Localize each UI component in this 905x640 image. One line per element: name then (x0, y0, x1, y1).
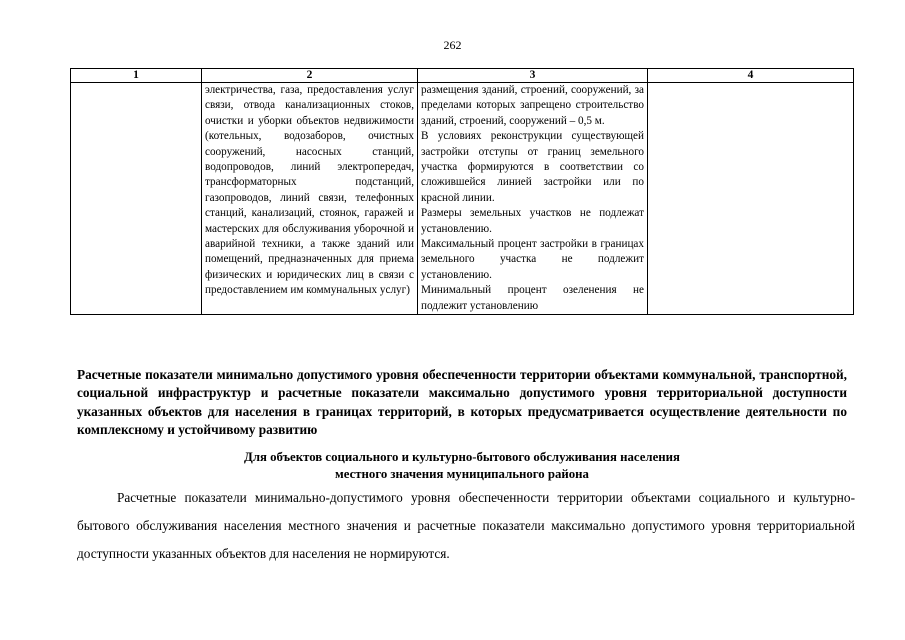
subsection-heading-line: Для объектов социального и культурно-бытового обслуживания населения (244, 450, 680, 464)
page-number: 262 (443, 38, 462, 52)
cell-paragraph: В условиях реконструкции существующей застройки отступы от границ земельного участка формируются в соответствии со сложившейся линией застройки или по красной линии. (421, 130, 644, 204)
table-header-cell: 2 (202, 69, 418, 83)
table-header-cell: 4 (648, 69, 854, 83)
table-header-cell: 3 (418, 69, 648, 83)
table-header-row (71, 69, 854, 83)
cell-paragraph: Минимальный процент озеленения не подлежит установлению (421, 284, 644, 312)
table-cell-col3 (418, 83, 648, 315)
cell-paragraph: размещения зданий, строений, сооружений, за пределами которых запрещено строительство зданий, строений, сооружений – 0,5 м. (421, 84, 644, 127)
table-header-cell: 1 (71, 69, 202, 83)
table-cell-col2: электричества, газа, предоставления услуг связи, отвода канализационных стоков, очистки и уборки объектов недвижимости (котельных, водозаборов, очистных сооружений, насосных станций, водопроводов, линий электропередач, трансформаторных подстанций, газопроводов, линий связи, телефонных станций, канализаций, стоянок, гаражей и мастерских для обслуживания уборочной и аварийной техники, а также зданий или помещений, предназначенных для приема физических и юридических лиц в связи с предоставлением им коммунальных услуг) (202, 83, 418, 315)
table-cell-col4 (648, 83, 854, 315)
subsection-heading (77, 449, 847, 483)
regulations-table (70, 68, 854, 315)
cell-paragraph: Максимальный процент застройки в границах земельного участка не подлежит установлению. (421, 238, 644, 281)
table-cell-col1 (71, 83, 202, 315)
body-paragraph: Расчетные показатели минимально-допустимого уровня обеспеченности территории объектами социального и культурно-бытового обслуживания населения местного значения и расчетные показатели максимально допустимого уровня территориальной доступности указанных объектов для населения не нормируются. (77, 490, 855, 561)
table-row (71, 83, 854, 315)
subsection-heading-line: местного значения муниципального района (335, 467, 589, 481)
section-heading: Расчетные показатели минимально допустимого уровня обеспеченности территории объектами коммунальной, транспортной, социальной инфраструктур и расчетные показатели максимально допустимого уровня территориальной доступности указанных объектов для населения в границах территорий, в которых предусматривается осуществление деятельности по комплексному и устойчивому развитию (77, 367, 847, 438)
cell-paragraph: Размеры земельных участков не подлежат установлению. (421, 207, 644, 235)
